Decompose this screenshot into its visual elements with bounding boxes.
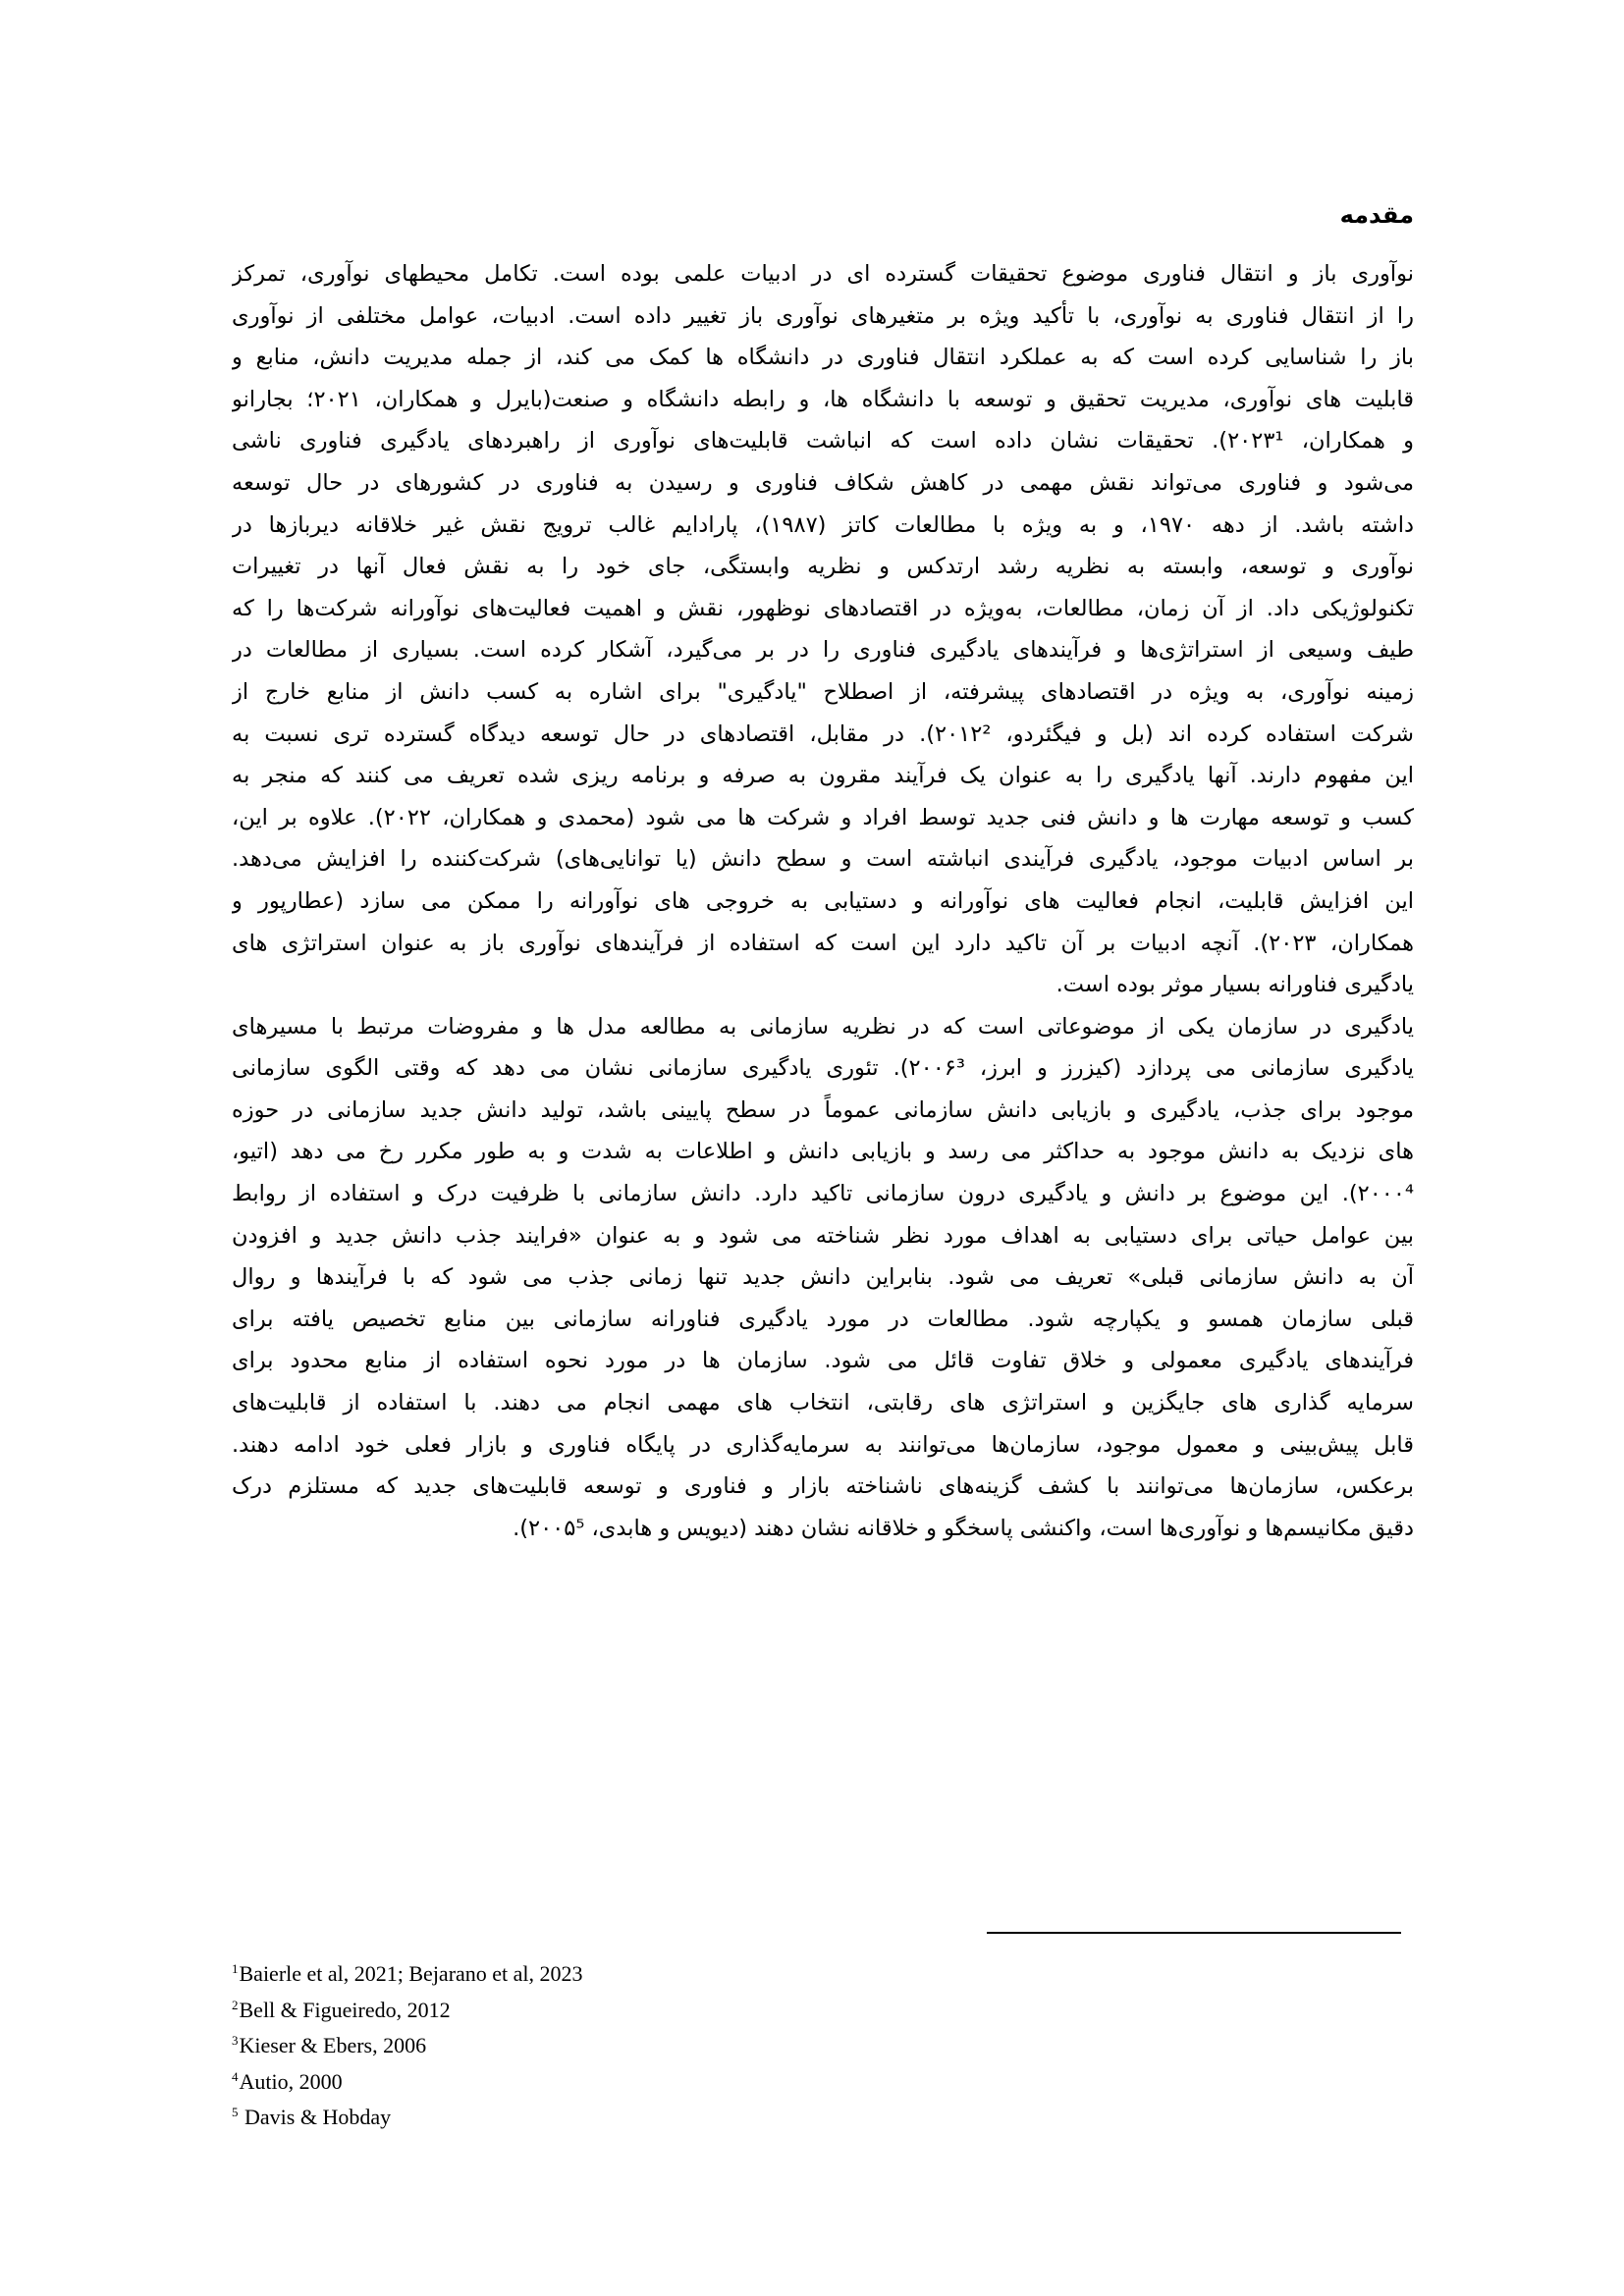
footnote-text: Baierle et al, 2021; Bejarano et al, 2023 [239,1961,583,1986]
text-line: طیف وسیعی از استراتژی‌ها و فرآیندهای یادگیری فناوری را در بر می‌گیرد، آشکار کرده است. بسیاری از مطالعات در [232,637,1414,664]
text-line: و همکاران، ۲۰۲۳¹). تحقیقات نشان داده است که انباشت قابلیت‌های نوآوری از راهبردهای یادگیری فناوری ناشی [232,428,1414,454]
text-line: همکاران، ۲۰۲۳). آنچه ادبیات بر آن تاکید دارد این است که استفاده از فرآیندهای نوآوری باز به عنوان استراتژی های [232,930,1414,956]
footnote-text: Autio, 2000 [239,2068,343,2094]
text-line: داشته باشد. از دهه ۱۹۷۰، و به ویژه با مطالعات کاتز (۱۹۸۷)، پارادایم غالب ترویج نقش غیر خلاقانه دیربازها در [232,511,1414,538]
footnote-number: 1 [232,1961,239,1976]
text-line: برعکس، سازمان‌ها می‌توانند با کشف گزینه‌های ناشناخته بازار و فناوری و توسعه قابلیت‌های جدید که مستلزم درک [232,1473,1414,1500]
footnote-3 [232,2025,583,2061]
footnote-number: 2 [232,1997,239,2012]
footnote-2 [232,1990,583,2026]
text-line: نوآوری باز و انتقال فناوری موضوع تحقیقات گسترده ای در ادبیات علمی بوده است. تکامل محیطهای نوآوری، تمرکز [232,261,1414,287]
text-line: این افزایش قابلیت، انجام فعالیت های نوآورانه و دستیابی به خروجی های نوآورانه را ممکن می سازد (عطارپور و [232,887,1414,914]
text-line: قابل پیش‌بینی و معمول موجود، سازمان‌ها می‌توانند به سرمایه‌گذاری در پایگاه فناوری و بازار فعلی خود ادامه دهند. [232,1431,1414,1458]
text-line: یادگیری در سازمان یکی از موضوعاتی است که در نظریه سازمانی به مطالعه مدل ها و مفروضات مرتبط با مسیرهای [232,1013,1414,1040]
text-line: نوآوری و توسعه، وابسته به نظریه رشد ارتدکس و نظریه وابستگی، جای خود را به نقش فعال آنها در تغییرات [232,554,1414,580]
text-line: فرآیندهای یادگیری معمولی و خلاق تفاوت قائل می شود. سازمان ها در مورد نحوه استفاده از منابع محدود برای [232,1348,1414,1374]
section-heading: مقدمه [1339,201,1414,229]
footnote-number: 3 [232,2033,239,2048]
footnote-separator [987,1932,1401,1934]
footnote-4 [232,2061,583,2098]
text-line: تکنولوژیکی داد. از آن زمان، مطالعات، به‌ویژه در اقتصادهای نوظهور، نقش و اهمیت فعالیت‌های نوآورانه شرکت‌ها را که [232,595,1414,621]
text-line: را از انتقال فناوری به نوآوری، با تأکید ویژه بر متغیرهای نوآوری باز تغییر داده است. ادبیات، عوامل مختلفی از نوآوری [232,302,1414,329]
footnote-text: Davis & Hobday [239,2105,392,2129]
footnote-text: Kieser & Ebers, 2006 [239,2033,427,2057]
text-line: یادگیری سازمانی می پردازد (کیزرز و ابرز، ۲۰۰۶³). تئوری یادگیری سازمانی نشان می دهد که وقتی الگوی سازمانی [232,1055,1414,1082]
text-line: این مفهوم دارند. آنها یادگیری را به عنوان یک فرآیند مقرون به صرفه و برنامه ریزی شده تعریف می کنند که منجر به [232,763,1414,789]
text-line: قبلی سازمان همسو و یکپارچه شود. مطالعات در مورد یادگیری فناورانه سازمانی بین منابع تخصیص یافته برای [232,1306,1414,1332]
footnote-number: 4 [232,2068,239,2084]
text-line: یادگیری فناورانه بسیار موثر بوده است. [1056,972,1414,998]
footnotes [232,1953,583,2133]
footnote-text: Bell & Figueiredo, 2012 [239,1997,451,2022]
text-line: می‌شود و فناوری می‌تواند نقش مهمی در کاهش شکاف فناوری و رسیدن به فناوری در کشورهای در حال توسعه [232,469,1414,496]
footnote-1 [232,1953,583,1990]
text-line: سرمایه گذاری های جایگزین و استراتژی های رقابتی، انتخاب های مهمی انجام می دهند. با استفاده از قابلیت‌های [232,1390,1414,1416]
text-line: دقیق مکانیسم‌ها و نوآوری‌ها است، واکنشی پاسخگو و خلاقانه نشان دهند (دیویس و هابدی، ۲۰۰۵⁵). [513,1515,1414,1541]
text-line: ۲۰۰۰⁴). این موضوع بر دانش و یادگیری درون سازمانی تاکید دارد. دانش سازمانی با ظرفیت درک و استفاده از روابط [232,1181,1414,1207]
text-line: شرکت استفاده کرده اند (بل و فیگئردو، ۲۰۱۲²). در مقابل، اقتصادهای در حال توسعه دیدگاه گسترده تری نسبت به [232,721,1414,747]
body-text [232,253,1414,1549]
text-line: های نزدیک به دانش موجود به حداکثر می رسد و بازیابی دانش و اطلاعات به شدت و به طور مکرر رخ می دهد (اتیو، [232,1139,1414,1165]
text-line: کسب و توسعه مهارت ها و دانش فنی جدید توسط افراد و شرکت ها می شود (محمدی و همکاران، ۲۰۲۲). علاوه بر این، [232,804,1414,830]
text-line: آن به دانش سازمانی قبلی» تعریف می شود. بنابراین دانش جدید تنها زمانی جذب می شود که با فرآیندها و روال [232,1264,1414,1291]
footnote-number: 5 [232,2105,239,2119]
footnote-5 [232,2097,583,2133]
text-line: زمینه نوآوری، به ویژه در اقتصادهای پیشرفته، از اصطلاح "یادگیری" برای اشاره به کسب دانش از منابع خارج از [232,678,1414,705]
paragraph-1 [232,253,1414,1006]
text-line: بین عوامل حیاتی برای دستیابی به اهداف مورد نظر شناخته می شود و به عنوان «فرایند جذب دانش جدید و افزودن [232,1222,1414,1249]
text-line: موجود برای جذب، یادگیری و بازیابی دانش سازمانی عموماً در سطح پایینی باشد، تولید دانش جدید سازمانی در حوزه [232,1096,1414,1123]
text-line: بر اساس ادبیات موجود، یادگیری فرآیندی انباشته است و سطح دانش (یا توانایی‌های) شرکت‌کننده را افزایش می‌دهد. [232,846,1414,873]
paragraph-2 [232,1006,1414,1550]
text-line: قابلیت های نوآوری، مدیریت تحقیق و توسعه با دانشگاه ها، و رابطه دانشگاه و صنعت(بایرل و همکاران، ۲۰۲۱؛ بجارانو [232,386,1414,412]
text-line: باز را شناسایی کرده است که به عملکرد انتقال فناوری در دانشگاه ها کمک می کند، از جمله مدیریت دانش، منابع و [232,345,1414,371]
